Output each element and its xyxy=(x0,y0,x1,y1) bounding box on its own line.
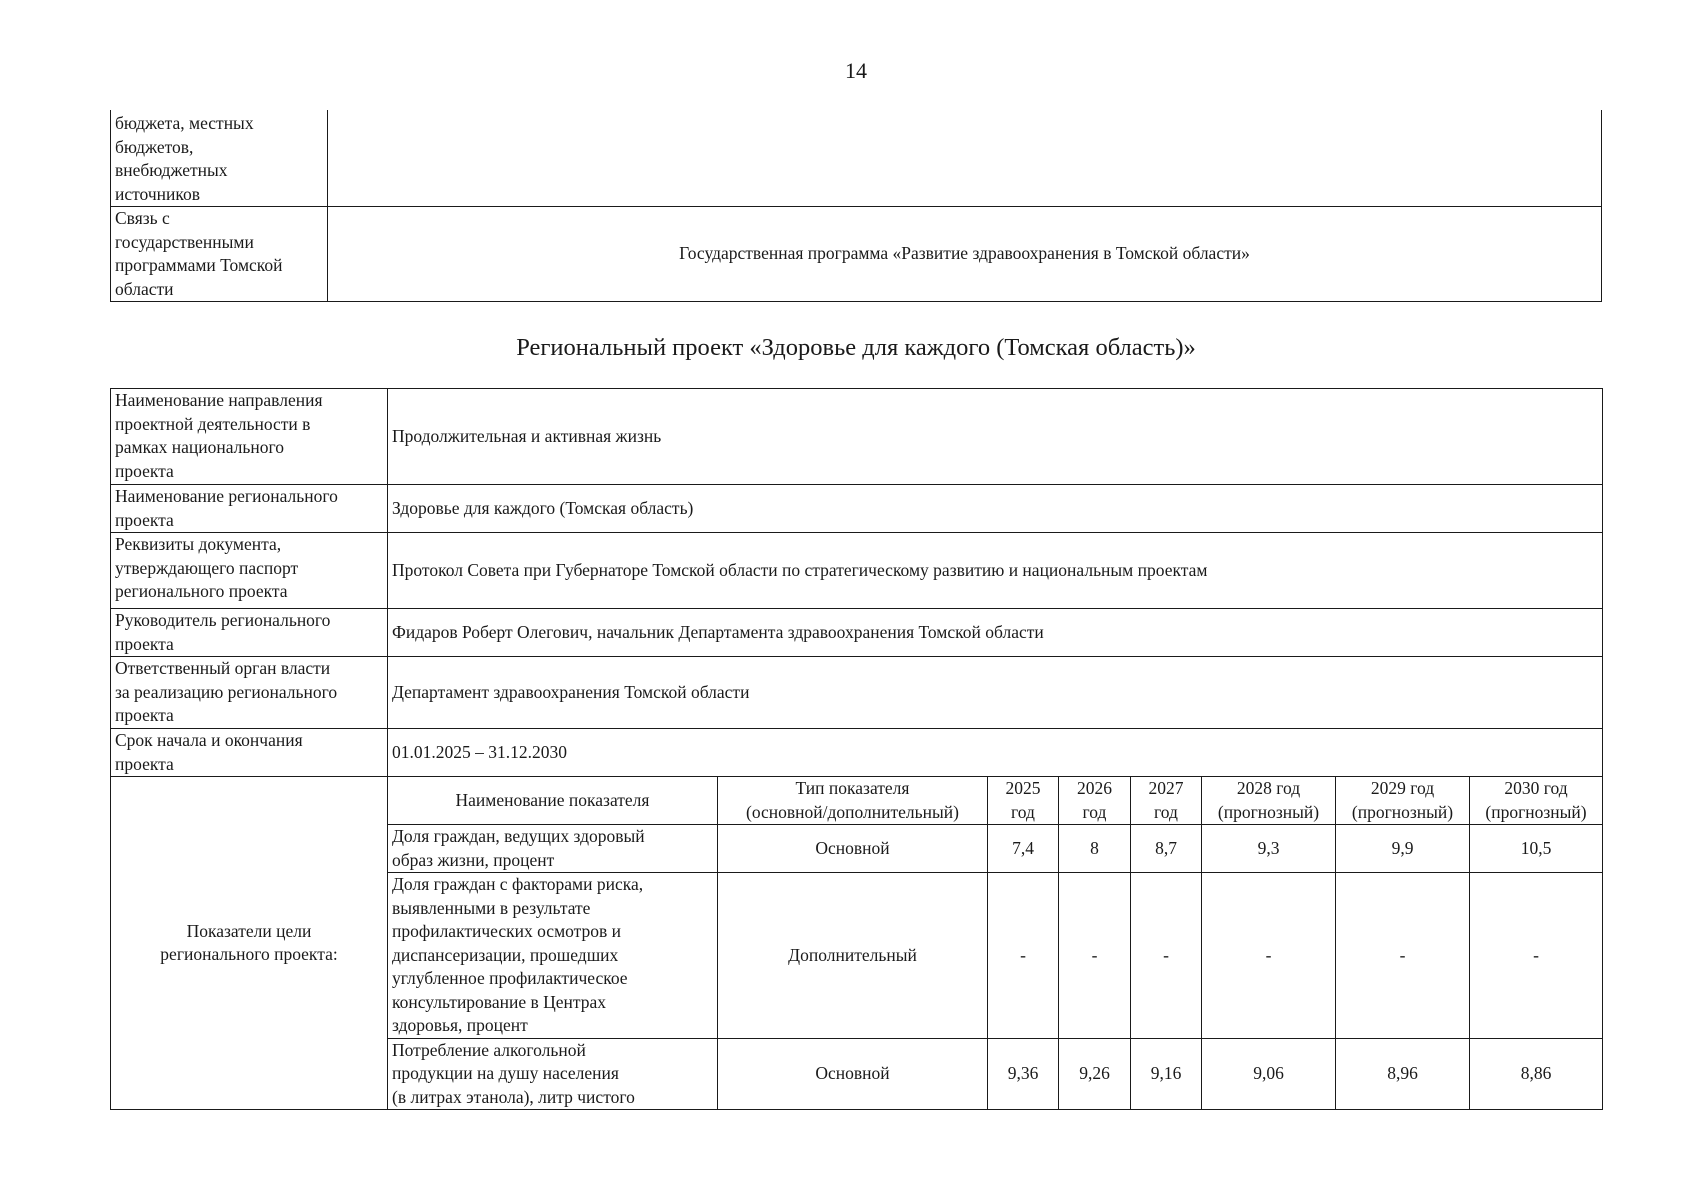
header-type: Тип показателя (основной/дополнительный) xyxy=(718,777,988,825)
indicator-value: 7,4 xyxy=(988,825,1059,873)
row-value: Здоровье для каждого (Томская область) xyxy=(388,485,1603,533)
row-value xyxy=(328,110,1602,207)
row-label: Ответственный орган власти за реализацию регионального проекта xyxy=(111,657,388,729)
indicator-value: 8,7 xyxy=(1131,825,1202,873)
indicator-value: 9,9 xyxy=(1336,825,1470,873)
indicator-name: Доля граждан с факторами риска, выявленными в результате профилактических осмотров и диспансеризации, прошедших углубленное профилактическое консультирование в Центрах здоровья, процент xyxy=(388,873,718,1039)
row-value: Протокол Совета при Губернаторе Томской области по стратегическому развитию и национальным проектам xyxy=(388,533,1603,609)
indicator-value: 10,5 xyxy=(1470,825,1603,873)
header-name: Наименование показателя xyxy=(388,777,718,825)
indicator-value: - xyxy=(988,873,1059,1039)
row-label: бюджета, местных бюджетов, внебюджетных источников xyxy=(111,110,328,207)
table-row xyxy=(111,729,1603,777)
indicators-header-row xyxy=(111,777,1603,825)
indicators-label: Показатели цели регионального проекта: xyxy=(111,777,388,1110)
indicator-value: - xyxy=(1131,873,1202,1039)
indicator-value: 9,3 xyxy=(1202,825,1336,873)
indicator-value: - xyxy=(1336,873,1470,1039)
row-label: Реквизиты документа, утверждающего паспорт регионального проекта xyxy=(111,533,388,609)
table-row xyxy=(111,533,1603,609)
row-value: Департамент здравоохранения Томской области xyxy=(388,657,1603,729)
table-row xyxy=(111,110,1602,207)
project-passport-table xyxy=(110,388,1603,1110)
row-value: Государственная программа «Развитие здравоохранения в Томской области» xyxy=(328,207,1602,302)
indicator-value: - xyxy=(1059,873,1131,1039)
indicator-value: 9,26 xyxy=(1059,1038,1131,1110)
row-label: Связь с государственными программами Томской области xyxy=(111,207,328,302)
table-row xyxy=(111,657,1603,729)
continuation-table xyxy=(110,110,1602,302)
table-row xyxy=(111,389,1603,485)
header-year: 2029 год (прогнозный) xyxy=(1336,777,1470,825)
indicator-type: Основной xyxy=(718,825,988,873)
header-year: 2026 год xyxy=(1059,777,1131,825)
row-value: Фидаров Роберт Олегович, начальник Департамента здравоохранения Томской области xyxy=(388,609,1603,657)
header-year: 2027 год xyxy=(1131,777,1202,825)
indicator-type: Дополнительный xyxy=(718,873,988,1039)
row-label: Срок начала и окончания проекта xyxy=(111,729,388,777)
header-year: 2028 год (прогнозный) xyxy=(1202,777,1336,825)
table-row xyxy=(111,609,1603,657)
header-year: 2025 год xyxy=(988,777,1059,825)
row-label: Руководитель регионального проекта xyxy=(111,609,388,657)
indicator-value: 9,16 xyxy=(1131,1038,1202,1110)
page-number: 14 xyxy=(845,58,867,83)
indicator-value: 8,96 xyxy=(1336,1038,1470,1110)
row-value: 01.01.2025 – 31.12.2030 xyxy=(388,729,1603,777)
row-label: Наименование регионального проекта xyxy=(111,485,388,533)
row-label: Наименование направления проектной деятельности в рамках национального проекта xyxy=(111,389,388,485)
indicator-value: - xyxy=(1202,873,1336,1039)
table-row xyxy=(111,207,1602,302)
section-title: Региональный проект «Здоровье для каждого (Томская область)» xyxy=(516,334,1196,361)
indicator-name: Доля граждан, ведущих здоровый образ жизни, процент xyxy=(388,825,718,873)
indicator-value: 8 xyxy=(1059,825,1131,873)
indicator-name: Потребление алкогольной продукции на душу населения (в литрах этанола), литр чистого xyxy=(388,1038,718,1110)
table-row xyxy=(111,485,1603,533)
header-year: 2030 год (прогнозный) xyxy=(1470,777,1603,825)
indicator-value: 9,36 xyxy=(988,1038,1059,1110)
indicator-value: - xyxy=(1470,873,1603,1039)
indicator-type: Основной xyxy=(718,1038,988,1110)
indicator-value: 8,86 xyxy=(1470,1038,1603,1110)
row-value: Продолжительная и активная жизнь xyxy=(388,389,1603,485)
indicator-value: 9,06 xyxy=(1202,1038,1336,1110)
